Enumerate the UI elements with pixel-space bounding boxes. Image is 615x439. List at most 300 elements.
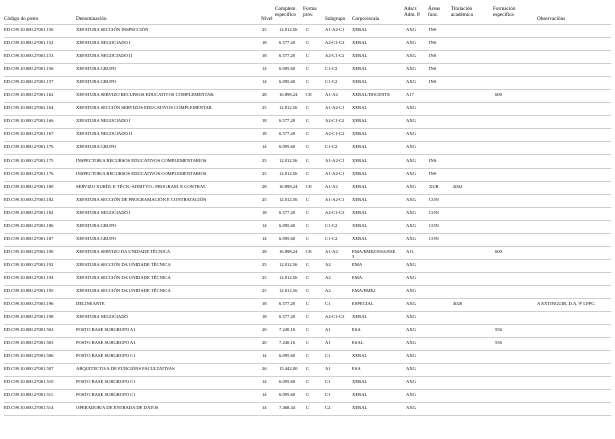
cell-formacion: 556 [495, 340, 502, 346]
cell-complemento: 6.577,20 [279, 40, 296, 46]
cell-codigo: ED.C99.10.000.27001.198 [4, 314, 54, 320]
cell-corpo: XERAL [352, 353, 368, 359]
cell-corpo: XERAL [352, 144, 368, 150]
cell-corpo: XERAL [352, 196, 368, 202]
header-denominacion: Denominación [76, 16, 107, 22]
row-divider [4, 389, 611, 390]
row-divider [4, 272, 611, 273]
cell-complemento: 7.240,16 [279, 327, 296, 333]
cell-codigo: ED.C99.10.000.27001.192 [4, 261, 54, 267]
cell-adscricion: AXG [406, 366, 416, 372]
cell-corpo: ESA [352, 366, 361, 372]
cell-codigo: ED.C99.10.000.27001.156 [4, 66, 54, 72]
row-divider [4, 181, 611, 182]
cell-complemento: 6.577,20 [279, 53, 296, 59]
cell-areas: INS [429, 53, 437, 59]
cell-subgrupo: A1-A2 [325, 183, 338, 189]
cell-areas: INS [429, 157, 437, 163]
cell-corpo: XERAL [352, 183, 368, 189]
cell-denominacion: XEFATURA SECCIÓN DE PROGRAMACIÓN E CONTRATACIÓN [76, 196, 207, 202]
cell-adscricion: AXG [406, 209, 416, 215]
cell-subgrupo: A2-C1-C2 [325, 209, 345, 215]
cell-forma: C [306, 340, 310, 346]
cell-corpo: XERAL [352, 405, 368, 411]
header-subgrupo: Subgrupo [325, 16, 346, 22]
cell-forma: C [306, 405, 310, 411]
cell-adscricion: AXG [406, 222, 416, 228]
row-divider [4, 298, 611, 299]
cell-subgrupo: A2-C1-C2 [325, 118, 345, 124]
cell-codigo: ED.C99.10.000.27001.175 [4, 157, 54, 163]
cell-adscricion: AXG [406, 183, 416, 189]
row-divider [4, 76, 611, 77]
cell-denominacion: SERVIZO XURÍD. E TÉCN.-ADMTVO.: PROGRAM. E CONTRAT. [76, 183, 207, 189]
cell-adscricion: AXG [406, 105, 416, 111]
row-divider [4, 233, 611, 234]
cell-denominacion: XEFATURA SERVIZO DA UNIDADE TÉCNICA [76, 248, 171, 254]
cell-adscricion: AXG [406, 131, 416, 137]
cell-subgrupo: A1-A2 [325, 92, 338, 98]
cell-corpo: XERAL [352, 53, 368, 59]
cell-codigo: ED.C99.10.000.27001.503 [4, 340, 54, 346]
cell-adscricion: AXG [406, 405, 416, 411]
cell-forma: C [306, 105, 310, 111]
cell-nivel: 28 [262, 92, 267, 98]
cell-subgrupo: A1-A2 [325, 248, 338, 254]
cell-subgrupo: A2 [325, 261, 331, 267]
cell-adscricion: AXG [406, 301, 416, 307]
cell-codigo: ED.C99.10.000.27001.150 [4, 27, 54, 32]
cell-titulacion: 2002 [453, 183, 463, 189]
cell-adscricion: AXG [406, 314, 416, 320]
cell-codigo: ED.C99.10.000.27001.162 [4, 92, 54, 98]
cell-complemento: 6.577,20 [279, 118, 296, 124]
cell-complemento: 7.468,44 [279, 405, 296, 411]
cell-codigo: ED.C99.10.000.27001.176 [4, 170, 54, 176]
cell-denominacion: XEFATURA GRUPO [76, 222, 117, 228]
row-divider [4, 337, 611, 338]
cell-denominacion: XEFATURA NEGOCIADO II [76, 131, 133, 137]
cell-codigo: ED.C99.10.000.27001.167 [4, 131, 54, 137]
cell-corpo: XERAL/DOCENTE [352, 92, 391, 98]
cell-denominacion: XEFATURA NEGOCIADO I [76, 40, 131, 46]
cell-adscricion: AXG [406, 392, 416, 398]
cell-codigo: ED.C99.10.000.27001.157 [4, 79, 54, 85]
cell-codigo: ED.C99.10.000.27001.164 [4, 105, 54, 111]
cell-subgrupo: A2-C1-C2 [325, 40, 345, 46]
cell-adscricion: AXG [406, 261, 416, 267]
cell-codigo: ED.C99.10.000.27001.514 [4, 405, 54, 411]
header-divider [4, 24, 611, 25]
cell-complemento: 6.577,20 [279, 301, 296, 307]
cell-corpo: ESAL [352, 340, 364, 346]
cell-nivel: 26 [262, 366, 267, 372]
cell-forma: C [306, 222, 310, 228]
header-nivel: Nivel [261, 16, 273, 22]
cell-subgrupo: C1 [325, 301, 331, 307]
cell-corpo: XERAL [352, 379, 368, 385]
cell-titulacion: 4020 [453, 301, 463, 307]
cell-denominacion: POSTO BASE SUBGRUPO C1 [76, 392, 136, 398]
cell-complemento: 6.095,60 [279, 392, 296, 398]
cell-formacion: 556 [495, 327, 502, 333]
cell-complemento: 6.577,20 [279, 209, 296, 215]
row-divider [4, 194, 611, 195]
row-divider [4, 246, 611, 247]
cell-denominacion: POSTO BASE SUBGRUPO C1 [76, 353, 136, 359]
cell-corpo: EMA [352, 261, 363, 267]
cell-corpo: XERAL [352, 157, 368, 163]
cell-denominacion: POSTO BASE SUBGRUPO A1 [76, 340, 136, 346]
cell-areas: INS [429, 79, 437, 85]
cell-denominacion: XEFATURA NEGOCIADO [76, 314, 128, 320]
cell-nivel: 28 [262, 183, 267, 189]
cell-complemento: 6.095,60 [279, 144, 296, 150]
cell-complemento: 12.012,56 [279, 261, 298, 267]
cell-forma: C [306, 209, 310, 215]
cell-corpo: XERAL [352, 131, 368, 137]
cell-adscricion: A11 [406, 248, 414, 254]
header-areas: Áreas func. [428, 6, 441, 18]
cell-denominacion: XEFATURA GRUPO [76, 235, 117, 241]
row-divider [4, 141, 611, 142]
cell-areas: INS [429, 66, 437, 72]
cell-observacions: A EXTINGUIR, D.A. 9ª LFPG. [537, 301, 596, 307]
row-divider [4, 207, 611, 208]
cell-complemento: 6.577,20 [279, 131, 296, 137]
cell-corpo: XERAL [352, 79, 368, 85]
cell-adscricion: AXG [406, 27, 416, 32]
cell-codigo: ED.C99.10.000.27001.182 [4, 196, 54, 202]
cell-nivel: 18 [262, 301, 267, 307]
cell-forma: C [306, 261, 310, 267]
cell-nivel: 14 [262, 222, 267, 228]
cell-nivel: 18 [262, 209, 267, 215]
cell-complemento: 7.240,16 [279, 340, 296, 346]
cell-subgrupo: A1 [325, 340, 331, 346]
cell-nivel: 14 [262, 144, 267, 150]
cell-nivel: 20 [262, 327, 267, 333]
header-corpo: Corpo/escala [352, 16, 380, 22]
cell-subgrupo: C1-C2 [325, 66, 338, 72]
cell-forma: C [306, 288, 310, 293]
cell-forma: CE [306, 248, 312, 254]
cell-corpo: XERAL [352, 170, 368, 176]
cell-forma: C [306, 196, 310, 202]
cell-subgrupo: A1-A2-C1 [325, 105, 345, 111]
cell-nivel: 18 [262, 40, 267, 46]
cell-corpo: ESPECIAL [352, 301, 374, 307]
cell-nivel: 25 [262, 261, 267, 267]
cell-subgrupo: A2-C1-C2 [325, 131, 345, 137]
cell-subgrupo: A2-C1-C2 [325, 53, 345, 59]
cell-forma: C [306, 170, 310, 176]
cell-subgrupo: C1 [325, 379, 331, 385]
cell-corpo: EMA/EMEZ/ESA/ESE 3 [352, 248, 396, 260]
cell-denominacion: XEFATURA NEGOCIADO II [76, 53, 133, 59]
row-divider [4, 363, 611, 364]
row-divider [4, 376, 611, 377]
row-divider [4, 128, 611, 129]
cell-denominacion: XEFATURA SECCIÓN SERVIZOS EDUCATIVOS COMPLEMENTAR. [76, 105, 213, 111]
cell-forma: C [306, 392, 310, 398]
cell-denominacion: XEFATURA GRUPO [76, 144, 117, 150]
cell-complemento: 16.898,24 [279, 248, 298, 254]
cell-nivel: 18 [262, 118, 267, 124]
cell-codigo: ED.C99.10.000.27001.507 [4, 366, 54, 372]
cell-corpo: XERAL [352, 314, 368, 320]
cell-codigo: ED.C99.10.000.27001.502 [4, 327, 54, 333]
header-titulacion: Titulación académica [451, 6, 473, 18]
cell-subgrupo: A1-A2-C1 [325, 196, 345, 202]
cell-corpo: ESA [352, 327, 361, 333]
cell-adscricion: AXG [406, 274, 416, 280]
cell-denominacion: XEFATURA SECCIÓN DA UNIDADE TÉCNICA [76, 274, 171, 280]
cell-forma: C [306, 274, 310, 280]
cell-corpo: XERAL [352, 40, 368, 46]
cell-areas: INS [429, 27, 437, 32]
cell-codigo: ED.C99.10.000.27001.506 [4, 353, 54, 359]
cell-formacion: 600 [495, 248, 502, 254]
cell-adscricion: AXG [406, 340, 416, 346]
cell-complemento: 6.095,60 [279, 222, 296, 228]
cell-denominacion: OPERADOR/A DE ENTRADA DE DATOS [76, 405, 159, 411]
cell-corpo: XERAL [352, 235, 368, 241]
cell-codigo: ED.C99.10.000.27001.510 [4, 379, 54, 385]
cell-complemento: 12.012,56 [279, 274, 298, 280]
cell-forma: C [306, 66, 310, 72]
cell-adscricion: AXG [406, 118, 416, 124]
cell-subgrupo: A2-C1-C2 [325, 314, 345, 320]
cell-nivel: 14 [262, 353, 267, 359]
cell-complemento: 6.577,20 [279, 314, 296, 320]
cell-nivel: 20 [262, 340, 267, 346]
cell-nivel: 25 [262, 288, 267, 293]
cell-codigo: ED.C99.10.000.27001.194 [4, 274, 54, 280]
cell-denominacion: DELINEANTE [76, 301, 105, 307]
cell-forma: C [306, 353, 310, 359]
cell-denominacion: XEFATURA SECCIÓN INSPECCIÓN [76, 27, 149, 32]
cell-codigo: ED.C99.10.000.27001.153 [4, 53, 54, 59]
cell-adscricion: AXG [406, 327, 416, 333]
row-divider [4, 415, 611, 416]
cell-subgrupo: A2 [325, 274, 331, 280]
cell-areas: CON [429, 209, 439, 215]
cell-denominacion: XEFATURA SECCIÓN DA UNIDADE TÉCNICA [76, 261, 171, 267]
cell-subgrupo: A1 [325, 366, 331, 372]
cell-codigo: ED.C99.10.000.27001.187 [4, 235, 54, 241]
cell-corpo: XERAL [352, 392, 368, 398]
cell-areas: CON [429, 196, 439, 202]
cell-nivel: 18 [262, 53, 267, 59]
cell-denominacion: XEFATURA GRUPO [76, 66, 117, 72]
cell-areas: CON [429, 235, 439, 241]
cell-areas: INS [429, 40, 437, 46]
cell-complemento: 6.095,60 [279, 379, 296, 385]
cell-complemento: 12.012,56 [279, 105, 298, 111]
row-divider [4, 220, 611, 221]
row-divider [4, 50, 611, 51]
cell-adscricion: AXG [406, 40, 416, 46]
cell-nivel: 25 [262, 105, 267, 111]
cell-codigo: ED.C99.10.000.27001.195 [4, 288, 54, 293]
cell-subgrupo: A1 [325, 327, 331, 333]
cell-adscricion: AXG [406, 235, 416, 241]
cell-nivel: 18 [262, 131, 267, 137]
cell-denominacion: POSTO BASE SUBGRUPO A1 [76, 327, 136, 333]
cell-denominacion: XEFATURA SERVIZO RECURSOS EDUCATIVOS COMPLEMENTAR. [76, 92, 215, 98]
cell-subgrupo: A1-A2-C1 [325, 27, 345, 32]
cell-nivel: 14 [262, 379, 267, 385]
cell-forma: C [306, 379, 310, 385]
cell-subgrupo: A1-A2-C1 [325, 170, 345, 176]
cell-nivel: 14 [262, 235, 267, 241]
header-complemento: Complem. específico [275, 6, 297, 18]
cell-nivel: 28 [262, 248, 267, 254]
cell-complemento: 16.898,24 [279, 183, 298, 189]
cell-nivel: 18 [262, 314, 267, 320]
cell-denominacion: XEFATURA NEGOCIADO I [76, 118, 131, 124]
cell-nivel: 14 [262, 79, 267, 85]
cell-subgrupo: C1-C2 [325, 222, 338, 228]
cell-subgrupo: C1-C2 [325, 144, 338, 150]
cell-complemento: 6.095,60 [279, 79, 296, 85]
cell-subgrupo: C1 [325, 353, 331, 359]
cell-nivel: 25 [262, 170, 267, 176]
cell-denominacion: INSPECTOR/A RECURSOS EDUCATIVOS COMPLEMENTARIOS [76, 170, 207, 176]
cell-forma: C [306, 327, 310, 333]
cell-adscricion: AXG [406, 170, 416, 176]
row-divider [4, 311, 611, 312]
cell-complemento: 6.095,60 [279, 235, 296, 241]
row-divider [4, 115, 611, 116]
cell-adscricion: AXG [406, 379, 416, 385]
cell-codigo: ED.C99.10.000.27001.184 [4, 209, 54, 215]
header-forma: Forma prov. [303, 6, 317, 18]
cell-denominacion: INSPECTOR/A RECURSOS EDUCATIVOS COMPLEMENTARIOS [76, 157, 207, 163]
cell-corpo: EMA [352, 274, 363, 280]
cell-nivel: 25 [262, 196, 267, 202]
row-divider [4, 63, 611, 64]
cell-subgrupo: C2 [325, 405, 331, 411]
cell-forma: C [306, 53, 310, 59]
cell-denominacion: XEFATURA NEGOCIADO I [76, 209, 131, 215]
header-codigo: Código do posto [4, 16, 39, 22]
cell-forma: C [306, 131, 310, 137]
cell-forma: C [306, 27, 310, 32]
cell-complemento: 6.095,60 [279, 66, 296, 72]
cell-subgrupo: C1-C2 [325, 235, 338, 241]
cell-subgrupo: A1-A2-C1 [325, 157, 345, 163]
cell-adscricion: A17 [406, 92, 414, 98]
cell-areas: CON [429, 222, 439, 228]
cell-corpo: XERAL [352, 66, 368, 72]
cell-forma: C [306, 301, 310, 307]
cell-adscricion: AXG [406, 157, 416, 163]
cell-nivel: 25 [262, 274, 267, 280]
cell-codigo: ED.C99.10.000.27001.152 [4, 40, 54, 46]
cell-adscricion: AXG [406, 353, 416, 359]
cell-corpo: XERAL [352, 118, 368, 124]
cell-denominacion: XEFATURA GRUPO [76, 79, 117, 85]
cell-corpo: XERAL [352, 105, 368, 111]
row-divider [4, 37, 611, 38]
cell-forma: C [306, 314, 310, 320]
row-divider [4, 402, 611, 403]
cell-forma: CE [306, 183, 312, 189]
cell-forma: C [306, 144, 310, 150]
cell-forma: C [306, 157, 310, 163]
cell-complemento: 12.012,56 [279, 170, 298, 176]
cell-corpo: XERAL [352, 27, 368, 32]
header-observacions: Observacións [537, 16, 566, 22]
cell-subgrupo: C1-C2 [325, 79, 338, 85]
cell-forma: C [306, 366, 310, 372]
cell-nivel: 25 [262, 157, 267, 163]
cell-adscricion: AXG [406, 79, 416, 85]
cell-denominacion: XEFATURA SECCIÓN DA UNIDADE TÉCNICA [76, 288, 171, 293]
cell-corpo: XERAL [352, 209, 368, 215]
row-divider [4, 324, 611, 325]
cell-adscricion: AXG [406, 288, 416, 293]
header-formacion: Formación específica [493, 6, 516, 18]
cell-adscricion: AXG [406, 53, 416, 59]
cell-complemento: 12.012,56 [279, 27, 298, 32]
cell-complemento: 16.898,24 [279, 92, 298, 98]
row-divider [4, 285, 611, 286]
cell-codigo: ED.C99.10.000.27001.186 [4, 222, 54, 228]
cell-nivel: 14 [262, 66, 267, 72]
cell-forma: CE [306, 92, 312, 98]
cell-forma: C [306, 235, 310, 241]
cell-adscricion: AXG [406, 144, 416, 150]
cell-complemento: 12.012,56 [279, 196, 298, 202]
row-divider [4, 168, 611, 169]
cell-denominacion: ARQUITECTO/A DE FUNCIÓNS FACULTATIVAS [76, 366, 175, 372]
cell-codigo: ED.C99.10.000.27001.190 [4, 248, 54, 254]
cell-complemento: 12.012,56 [279, 288, 298, 293]
cell-forma: C [306, 40, 310, 46]
cell-formacion: 600 [495, 92, 502, 98]
cell-codigo: ED.C99.10.000.27001.170 [4, 144, 54, 150]
cell-nivel: 14 [262, 392, 267, 398]
cell-corpo: XERAL [352, 222, 368, 228]
row-divider [4, 259, 611, 260]
row-divider [4, 102, 611, 103]
cell-complemento: 15.442,00 [279, 366, 298, 372]
cell-codigo: ED.C99.10.000.27001.166 [4, 118, 54, 124]
header-adscricion: Adscr. Adm. P. [404, 6, 421, 18]
cell-corpo: EMA/EME2 [352, 288, 376, 293]
row-divider [4, 89, 611, 90]
cell-areas: XUR [429, 183, 439, 189]
cell-areas: INS [429, 170, 437, 176]
cell-forma: C [306, 79, 310, 85]
cell-denominacion: POSTO BASE SUBGRUPO C1 [76, 379, 136, 385]
cell-codigo: ED.C99.10.000.27001.196 [4, 301, 54, 307]
cell-nivel: 25 [262, 27, 267, 32]
cell-adscricion: AXG [406, 196, 416, 202]
cell-nivel: 14 [262, 405, 267, 411]
cell-adscricion: AXG [406, 66, 416, 72]
cell-forma: C [306, 118, 310, 124]
cell-codigo: ED.C99.10.000.27001.511 [4, 392, 54, 398]
row-divider [4, 350, 611, 351]
cell-codigo: ED.C99.10.000.27001.180 [4, 183, 54, 189]
cell-complemento: 6.095,60 [279, 353, 296, 359]
cell-subgrupo: A2 [325, 288, 331, 293]
cell-subgrupo: C1 [325, 392, 331, 398]
